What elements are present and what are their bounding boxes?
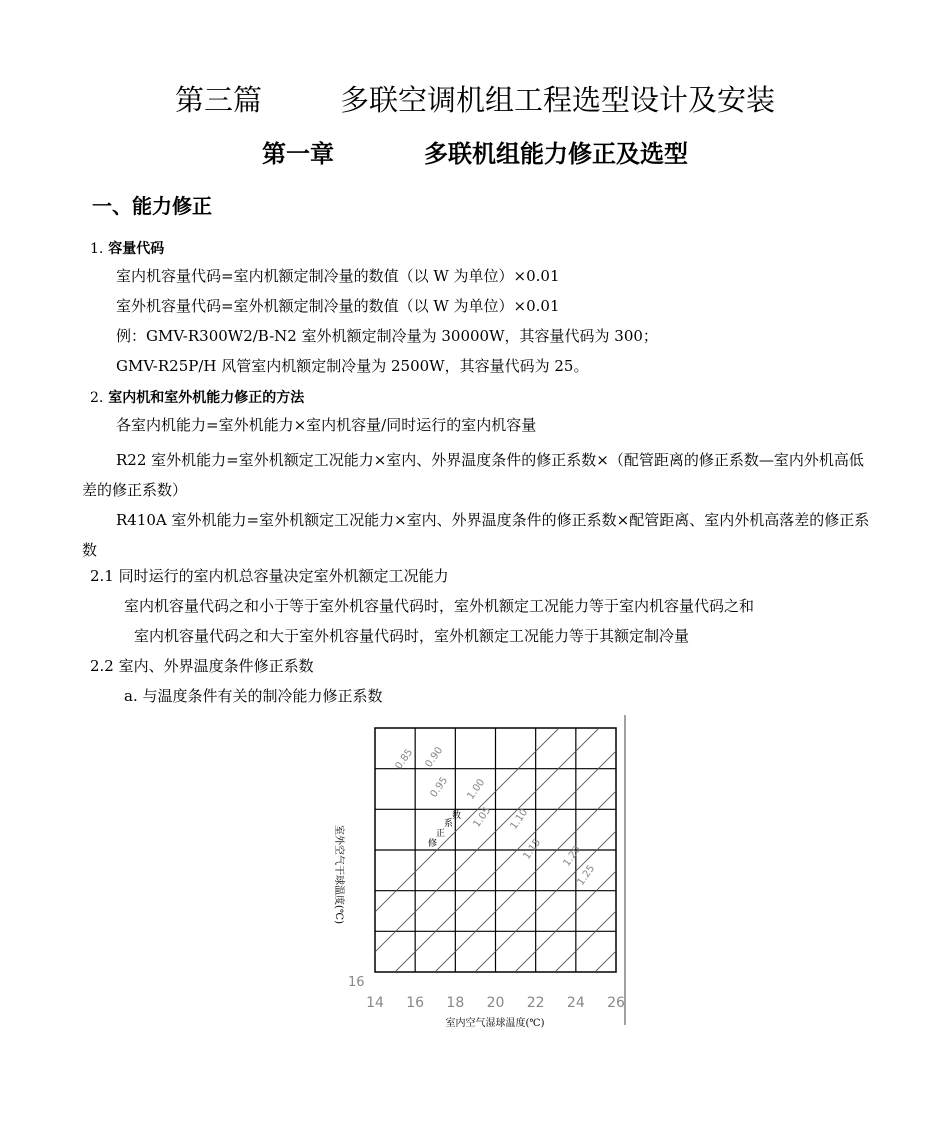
part-title: 多联空调机组工程选型设计及安装 <box>340 83 776 117</box>
contour-label: 1.10 <box>508 807 531 832</box>
chapter-heading <box>0 134 950 169</box>
chapter-label: 第一章 <box>262 140 334 168</box>
subsection-2-2-heading: 2.2 室内、外界温度条件修正系数 <box>90 657 314 675</box>
s2-paragraph-r410a: R410A 室外机能力=室外机额定工况能力×室内、外界温度条件的修正系数×配管距离、室内外机高落差的修正系数 <box>82 511 870 559</box>
part-heading <box>0 78 950 119</box>
contour-label: 0.90 <box>423 745 446 770</box>
contour-label: 0.85 <box>393 747 416 772</box>
contour-label: 0.95 <box>428 775 451 800</box>
s21-line-2: 室内机容量代码之和大于室外机容量代码时，室外机额定工况能力等于其额定制冷量 <box>134 627 690 645</box>
correction-factor-chart <box>300 700 660 1040</box>
s1-line-3: 例：GMV-R300W2/B-N2 室外机额定制冷量为 30000W，其容量代码为 300； <box>116 327 658 345</box>
s2-paragraph-r22: R22 室外机能力=室外机额定工况能力×室内、外界温度条件的修正系数×（配管距离的修正系数—室内外机高低差的修正系数） <box>82 451 864 499</box>
x-tick-label: 26 <box>607 995 625 1011</box>
subsection-1-number: 1. <box>90 241 104 257</box>
contour-label: 1.05 <box>471 805 494 830</box>
x-tick-label: 24 <box>566 995 585 1011</box>
legend-char: 修 <box>428 839 438 849</box>
s1-line-2: 室外机容量代码=室外机额定制冷量的数值（以 W 为单位）×0.01 <box>116 297 560 315</box>
contour-label: 1.25 <box>575 863 598 888</box>
x-tick-label: 20 <box>486 995 505 1011</box>
legend-char: 正 <box>436 829 446 839</box>
y-axis-label: 室外空气干球温度(℃) <box>333 825 344 924</box>
legend-char: 数 <box>452 811 462 821</box>
legend-char: 系 <box>444 819 454 829</box>
subsection-1-title: 容量代码 <box>108 241 165 257</box>
s2-line-1: 各室内机能力=室外机能力×室内机容量/同时运行的室内机容量 <box>116 416 537 434</box>
contour-label: 1.00 <box>465 777 488 802</box>
x-tick-label: 18 <box>446 995 465 1011</box>
part-label: 第三篇 <box>174 83 262 117</box>
y-tick-label: 16 <box>348 975 365 990</box>
contour-line <box>635 728 660 972</box>
subsection-2-1-heading: 2.1 同时运行的室内机总容量决定室外机额定工况能力 <box>90 567 449 585</box>
s22-sub-a: a. 与温度条件有关的制冷能力修正系数 <box>124 687 383 705</box>
subsection-2-heading <box>90 387 304 407</box>
chart-x-ticks <box>366 995 625 1011</box>
subsection-1-heading <box>90 238 164 258</box>
x-axis-label: 室内空气湿球温度(℃) <box>445 1018 545 1029</box>
contour-label: 1.20 <box>561 844 584 869</box>
x-tick-label: 14 <box>366 995 384 1011</box>
s21-line-1: 室内机容量代码之和小于等于室外机容量代码时，室外机额定工况能力等于室内机容量代码之和 <box>124 597 755 615</box>
section-title: 一、能力修正 <box>92 194 212 218</box>
s1-line-4: GMV-R25P/H 风管室内机额定制冷量为 2500W，其容量代码为 25。 <box>116 357 589 375</box>
x-tick-label: 16 <box>406 995 425 1011</box>
subsection-2-title: 室内机和室外机能力修正的方法 <box>108 390 305 406</box>
x-tick-label: 22 <box>526 995 545 1011</box>
contour-label: 1.15 <box>521 837 544 862</box>
subsection-2-number: 2. <box>90 390 104 406</box>
chapter-title: 多联机组能力修正及选型 <box>424 140 688 168</box>
s1-line-1: 室内机容量代码=室内机额定制冷量的数值（以 W 为单位）×0.01 <box>116 267 560 285</box>
